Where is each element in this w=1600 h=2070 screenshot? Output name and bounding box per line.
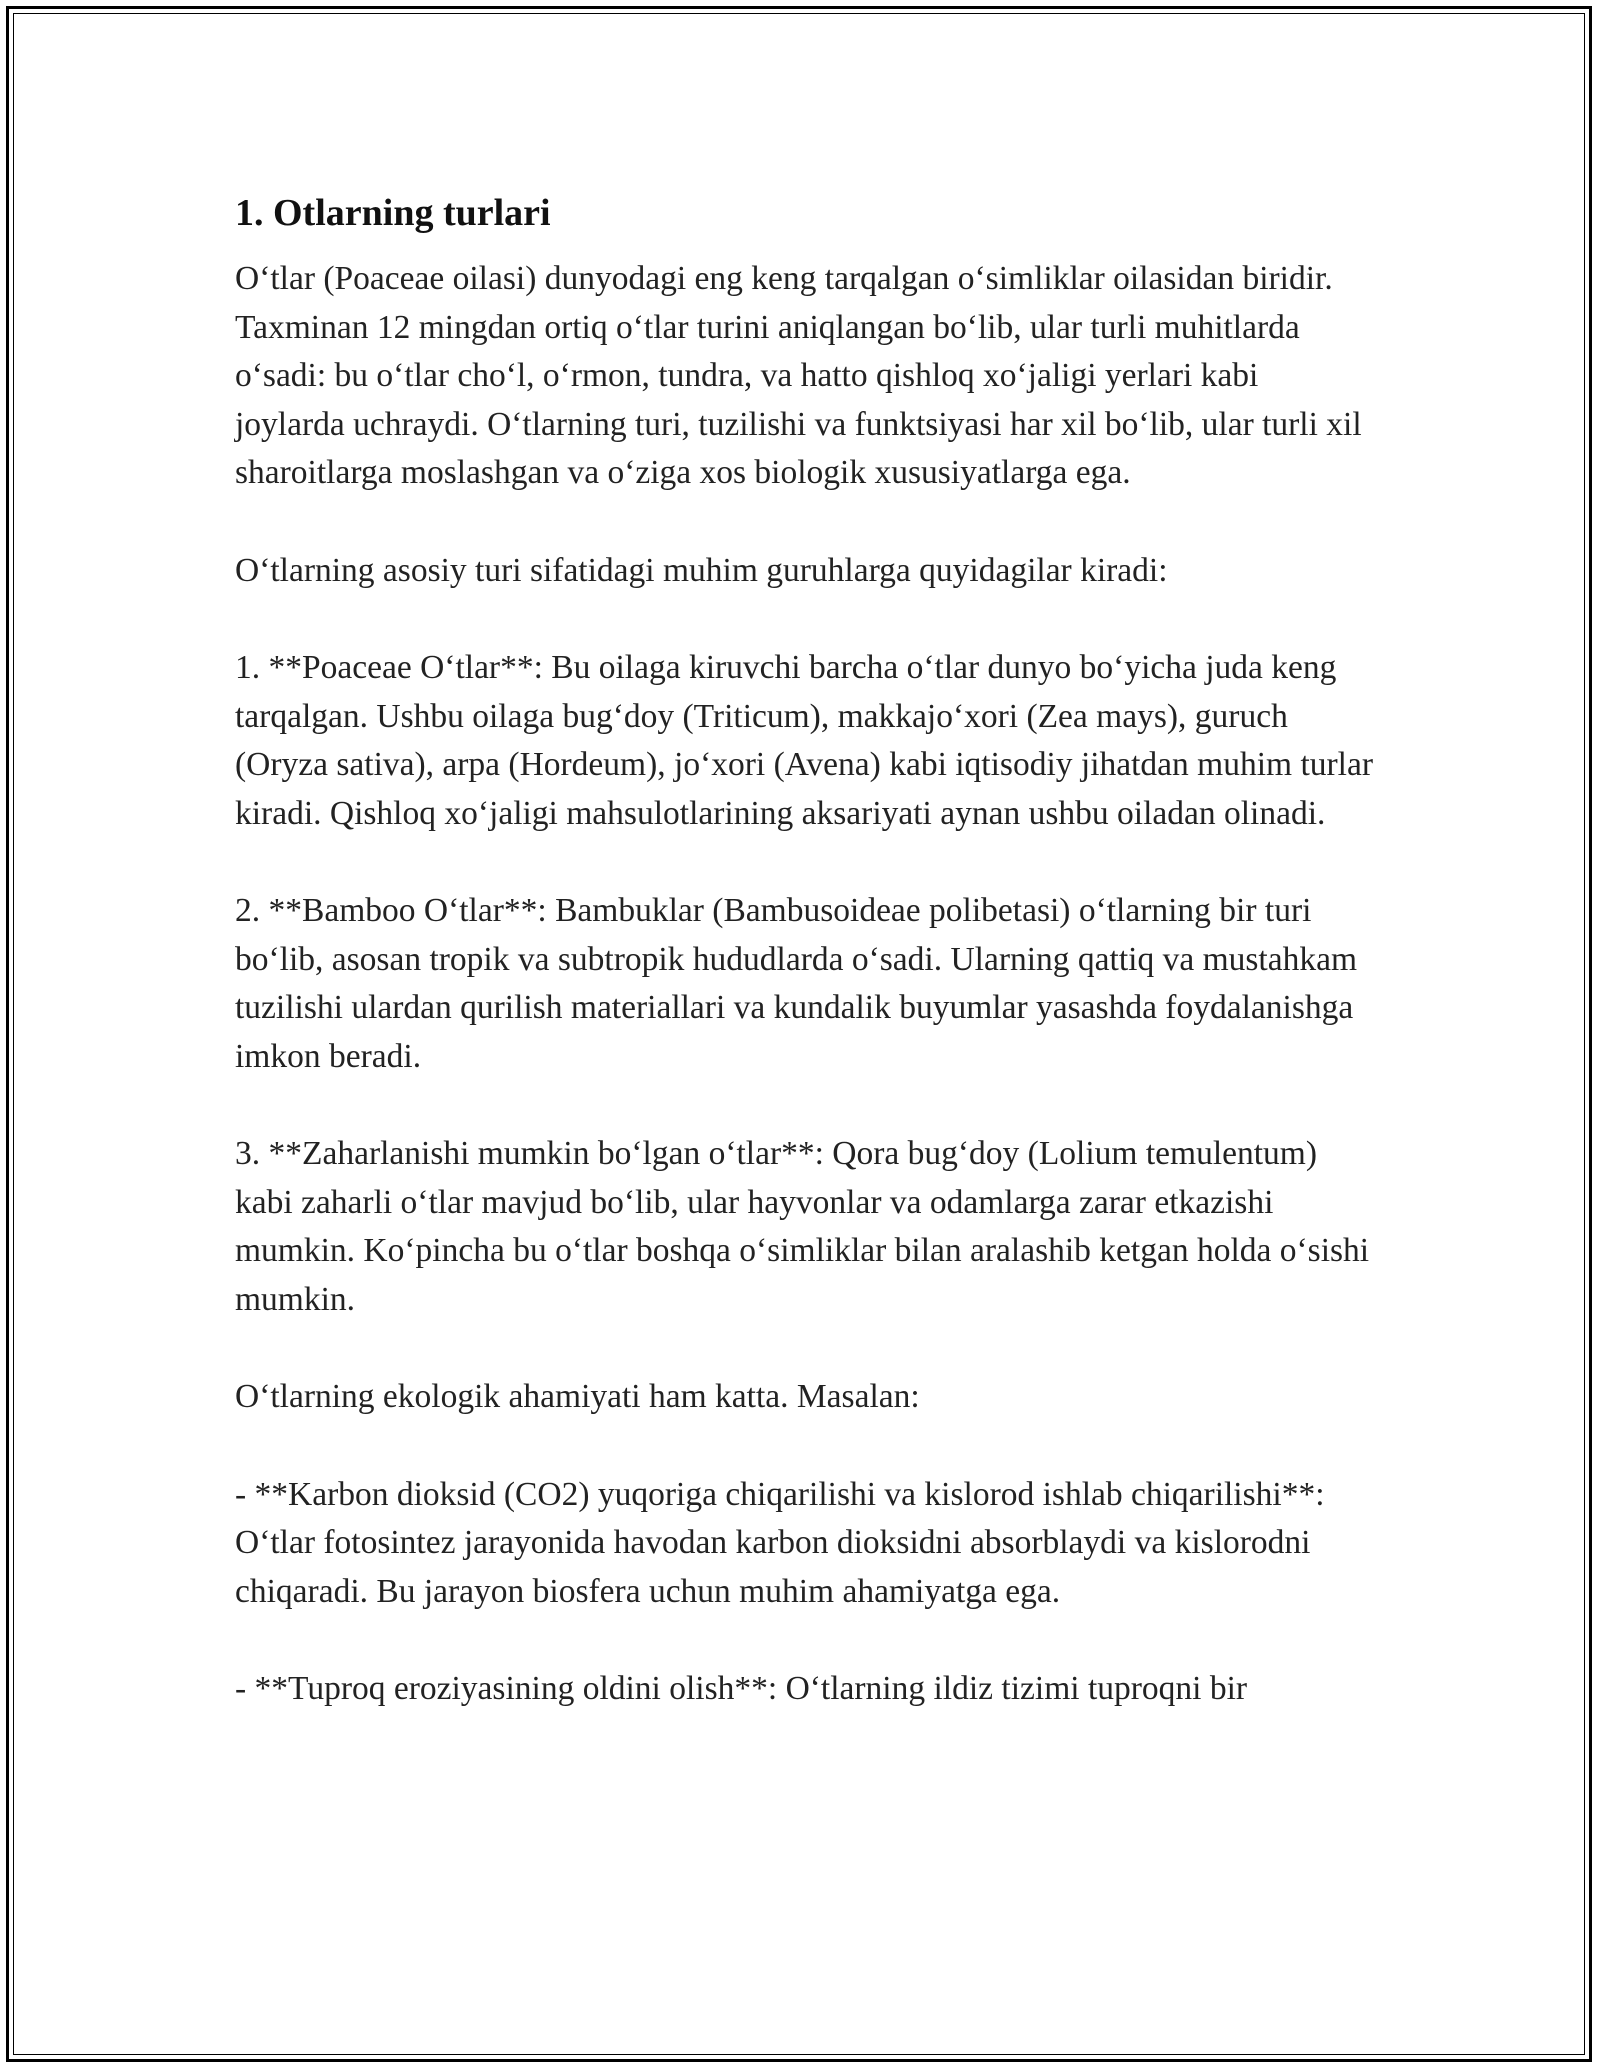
paragraph-groups-intro: O‘tlarning asosiy turi sifatidagi muhim guruhlarga quyidagilar kiradi: — [235, 551, 1168, 589]
paragraph-item-bamboo: 2. **Bamboo O‘tlar**: Bambuklar (Bambusoideae polibetasi) o‘tlarning bir turi bo‘lib, asosan tropik va subtropik hududlarda o‘sadi. Ularning qattiq va mustahkam tuzilishi ulardan qurilish materiallari va kundalik buyumlar yasashda foydalanishga imkon beradi. — [235, 892, 1358, 1075]
paragraph-bullet-erosion: - **Tuproq eroziyasining oldini olish**: O‘tlarning ildiz tizimi tuproqni bir — [235, 1670, 1248, 1707]
paragraph-item-poaceae: 1. **Poaceae O‘tlar**: Bu oilaga kiruvchi barcha o‘tlar dunyo bo‘yicha juda keng tarqalgan. Ushbu oilaga bug‘doy (Triticum), makkajo‘xori (Zea mays), guruch (Oryza sativa), arpa (Hordeum), jo‘xori (Avena) kabi iqtisodiy jihatdan muhim turlar kiradi. Qishloq xo‘jaligi mahsulotlarining aksariyati aynan ushbu oiladan olinadi. — [235, 649, 1374, 832]
section-heading: 1. Otlarning turlari — [235, 192, 551, 234]
paragraph-intro: O‘tlar (Poaceae oilasi) dunyodagi eng keng tarqalgan o‘simliklar oilasidan biridir. Taxminan 12 mingdan ortiq o‘tlar turini aniqlangan bo‘lib, ular turli muhitlarda o‘sadi: bu o‘tlar cho‘l, o‘rmon, tundra, va hatto qishloq xo‘jaligi yerlari kabi joylarda uchraydi. O‘tlarning turi, tuzilishi va funktsiyasi har xil bo‘lib, ular turli xil sharoitlarga moslashgan va o‘ziga xos biologik xususiyatlarga ega. — [235, 260, 1362, 491]
paragraph-bullet-carbon: - **Karbon dioksid (CO2) yuqoriga chiqarilishi va kislorod ishlab chiqarilishi**: O‘tlar fotosintez jarayonida havodan karbon dioksidni absorblaydi va kislorodni chiqaradi. Bu jarayon biosfera uchun muhim ahamiyatga ega. — [235, 1475, 1325, 1610]
paragraph-ecology-intro: O‘tlarning ekologik ahamiyati ham katta. Masalan: — [235, 1378, 920, 1415]
document-body — [235, 185, 1375, 1763]
paragraph-item-poisonous: 3. **Zaharlanishi mumkin bo‘lgan o‘tlar**: Qora bug‘doy (Lolium temulentum) kabi zaharli o‘tlar mavjud bo‘lib, ular hayvonlar va odamlarga zarar etkazishi mumkin. Ko‘pincha bu o‘tlar boshqa o‘simliklar bilan aralashib ketgan holda o‘sishi mumkin. — [235, 1135, 1370, 1318]
